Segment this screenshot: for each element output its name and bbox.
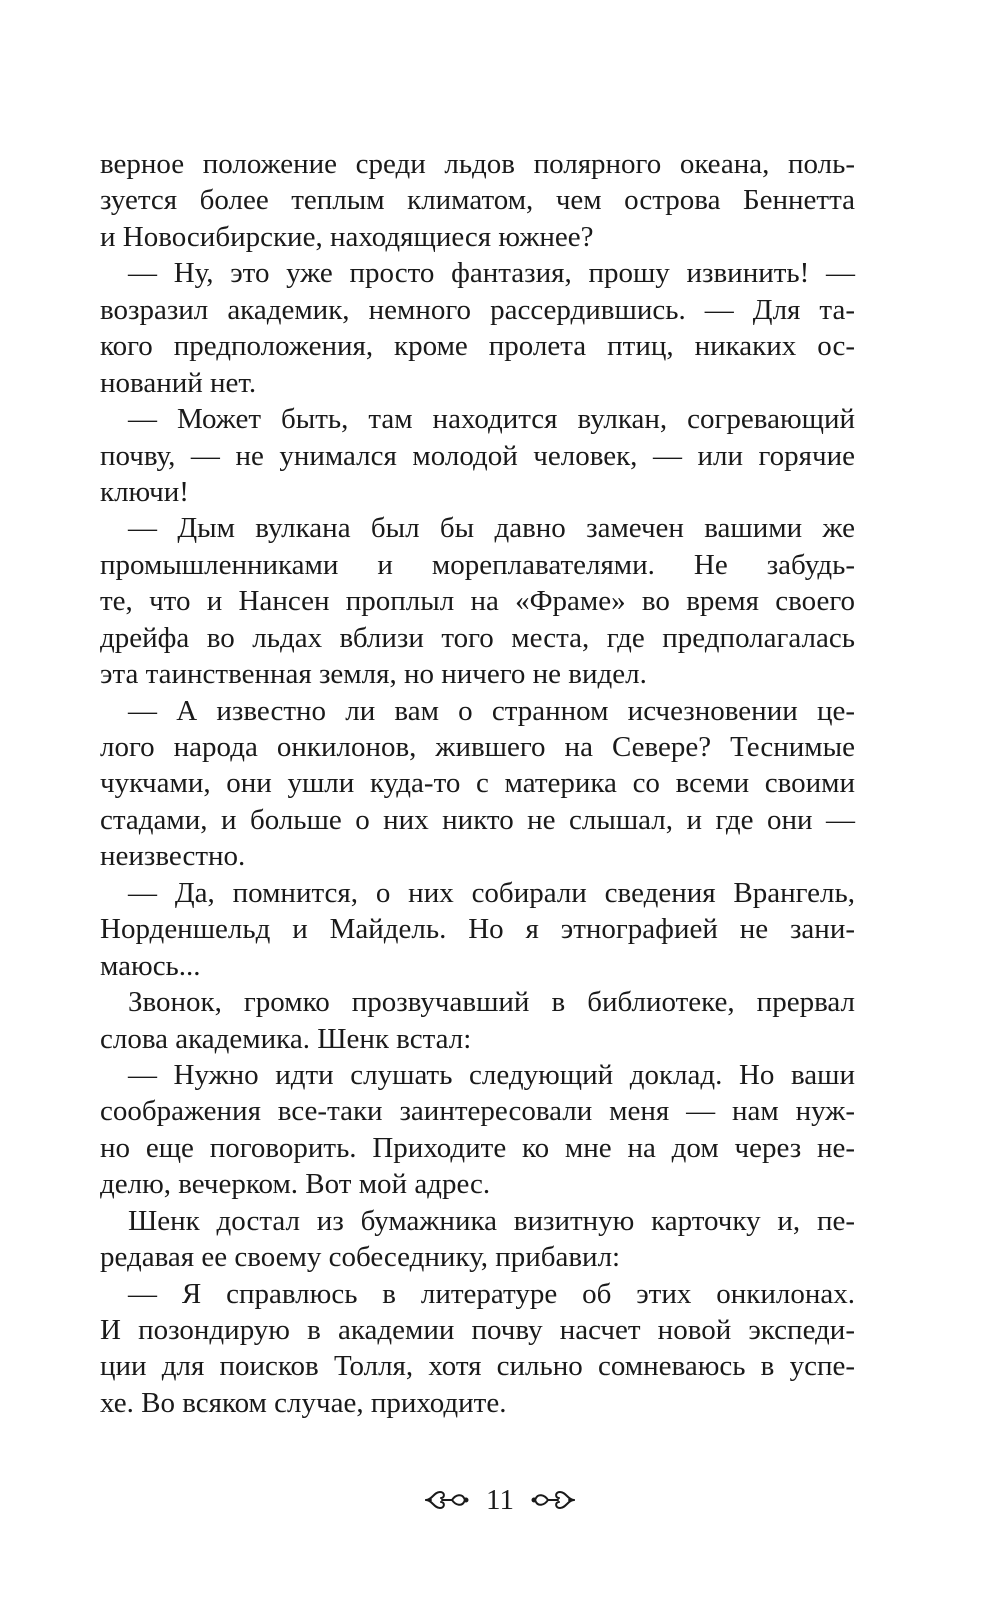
text-line: и Новосибирские, находящиеся южнее? (100, 220, 594, 253)
text-line: чукчами, они ушли куда-то с материка со всеми своими (100, 767, 855, 800)
text-line: кого предположения, кроме пролета птиц, никаких ос- (100, 330, 855, 363)
text-line: ключи! (100, 475, 189, 508)
text-line: дрейфа во льдах вблизи того места, где предполагалась (100, 621, 855, 654)
text-line: редавая ее своему собеседнику, прибавил: (100, 1241, 621, 1274)
text-line: зуется более теплым климатом, чем острова Беннетта (100, 184, 855, 217)
text-line: нований нет. (100, 366, 257, 399)
text-line: почву, — не унимался молодой человек, — или горячие (100, 439, 855, 472)
text-line: Норденшельд и Майдель. Но я этнографией не зани- (100, 913, 855, 946)
text-line: — Может быть, там находится вулкан, согревающий (128, 403, 855, 436)
text-line: возразил академик, немного рассердившись. — Для та- (100, 293, 855, 326)
text-line: — Нужно идти слушать следующий доклад. Но ваши (128, 1058, 855, 1091)
text-line: Звонок, громко прозвучавший в библиотеке, прервал (128, 986, 855, 1019)
text-line: стадами, и больше о них никто не слышал, и где они — (100, 803, 855, 836)
text-line: — Я справлюсь в литературе об этих онкилонах. (128, 1277, 855, 1310)
body-text (100, 146, 855, 1421)
text-line: промышленниками и мореплавателями. Не забудь- (100, 548, 855, 581)
text-line: соображения все-таки заинтересовали меня — нам нуж- (100, 1095, 855, 1128)
text-line: лого народа онкилонов, жившего на Севере? Теснимые (100, 731, 855, 763)
text-line: но еще поговорить. Приходите ко мне на дом через не- (100, 1131, 855, 1164)
flourish-right-icon (530, 1485, 578, 1515)
text-line: ции для поисков Толля, хотя сильно сомневаюсь в успе- (100, 1350, 855, 1383)
text-line: — Ну, это уже просто фантазия, прошу извинить! — (128, 257, 855, 290)
text-line: делю, вечерком. Вот мой адрес. (100, 1168, 491, 1201)
text-line: — Да, помнится, о них собирали сведения Врангель, (128, 876, 855, 909)
text-line: маюсь... (100, 949, 201, 982)
text-line: И позондирую в академии почву насчет новой экспеди- (100, 1314, 855, 1346)
text-line: Шенк достал из бумажника визитную карточку и, пе- (128, 1204, 855, 1237)
page-number: 11 (486, 1484, 514, 1516)
text-line: верное положение среди льдов полярного океана, поль- (100, 148, 855, 180)
text-line: неизвестно. (100, 840, 246, 873)
text-line: хе. Во всяком случае, приходите. (100, 1386, 507, 1419)
text-line: те, что и Нансен проплыл на «Фраме» во время своего (100, 585, 855, 618)
text-line: — Дым вулкана был бы давно замечен вашими же (128, 512, 855, 545)
flourish-left-icon (422, 1485, 470, 1515)
text-line: — А известно ли вам о странном исчезновении це- (128, 694, 855, 727)
text-line: эта таинственная земля, но ничего не видел. (100, 658, 647, 691)
page-footer (0, 1480, 1000, 1520)
text-line: слова академика. Шенк встал: (100, 1022, 472, 1055)
